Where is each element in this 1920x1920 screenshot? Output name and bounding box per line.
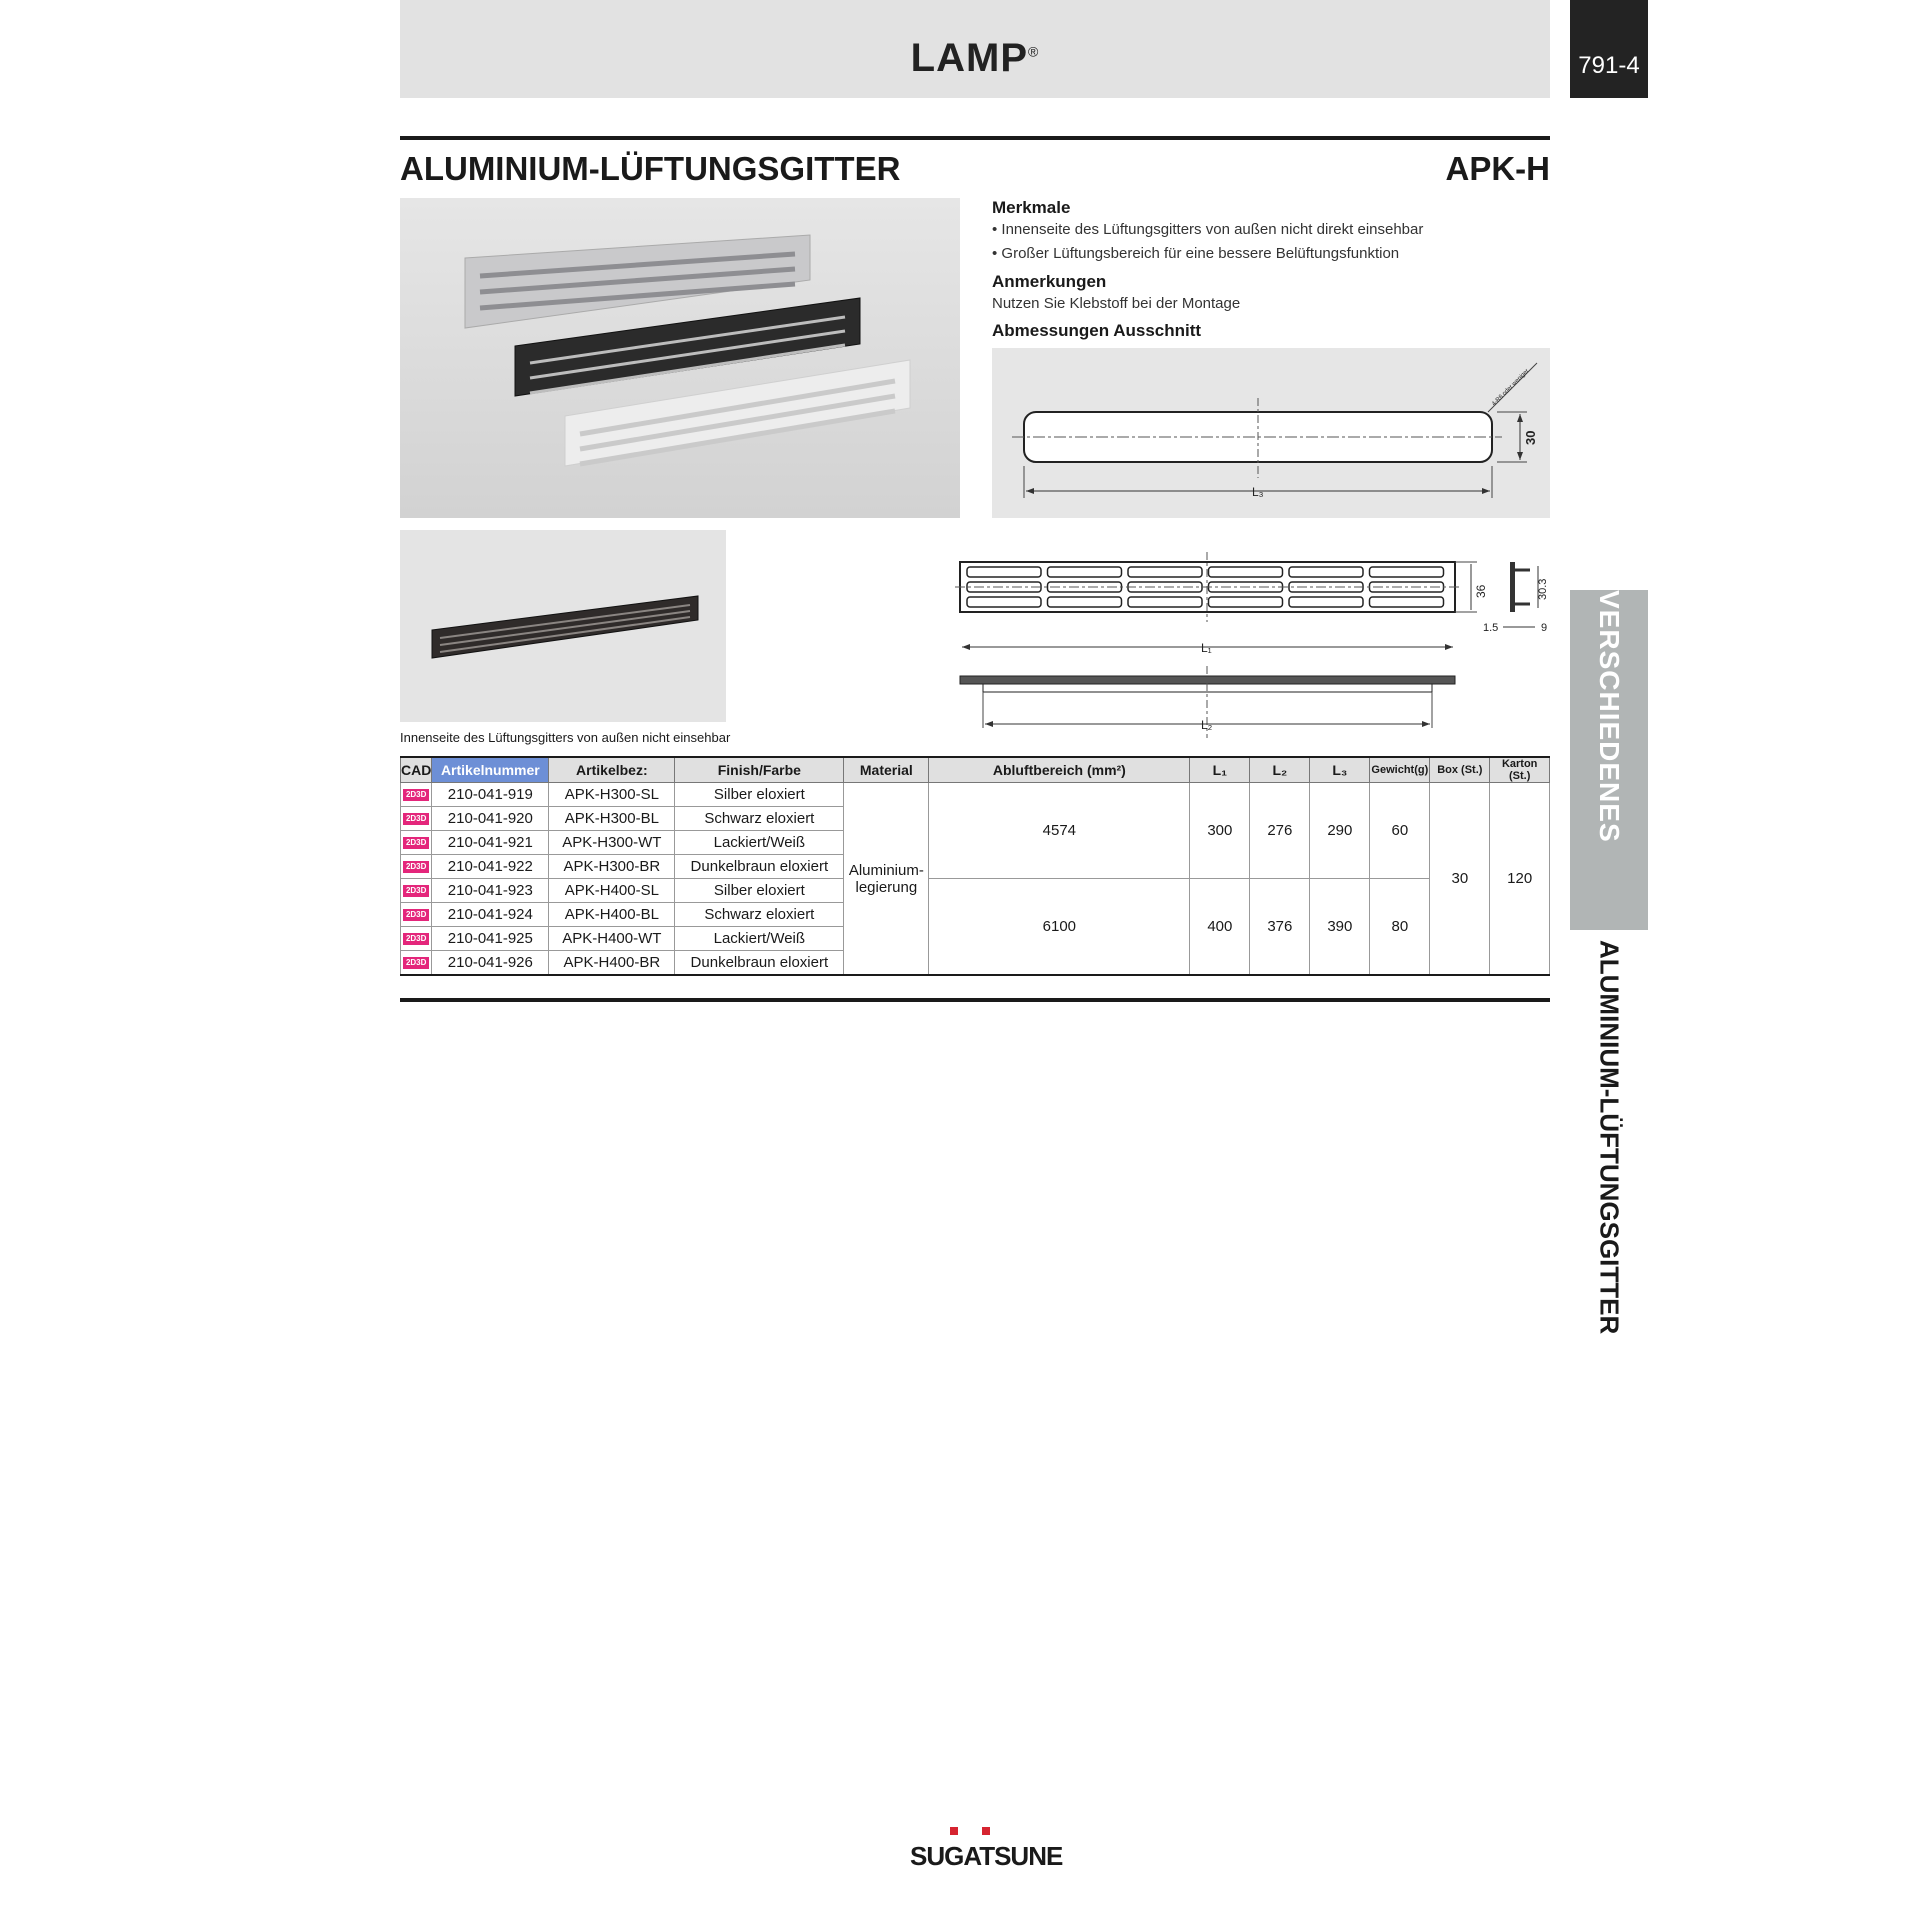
article-name-cell: APK-H300-BL: [549, 807, 675, 831]
header-bar: [400, 0, 1550, 98]
col-l1: L₁: [1190, 757, 1250, 783]
article-name-cell: APK-H400-BR: [549, 951, 675, 976]
cad-download-icon[interactable]: 2D3D: [403, 957, 429, 969]
article-number-cell: 210-041-922: [432, 855, 549, 879]
corner-radius-note: 4-R6 oder weniger: [1491, 368, 1531, 408]
product-technical-drawing: [955, 548, 1555, 738]
cad-download-icon[interactable]: 2D3D: [403, 789, 429, 801]
l3-cell: 290: [1310, 783, 1370, 879]
article-number-cell: 210-041-925: [432, 927, 549, 951]
photo-caption: Innenseite des Lüftungsgitters von außen nicht einsehbar: [400, 730, 731, 745]
cad-cell[interactable]: [401, 903, 432, 927]
article-name-cell: APK-H300-WT: [549, 831, 675, 855]
article-number-cell: 210-041-919: [432, 783, 549, 807]
drawing-slot: [1128, 567, 1202, 577]
side-tab-category[interactable]: [1570, 590, 1648, 930]
model-code: APK-H: [1445, 150, 1550, 187]
table-row: [401, 783, 1550, 807]
product-photo-variants: [400, 198, 960, 518]
drawing-slot: [1209, 567, 1283, 577]
drawing-slot: [1048, 567, 1122, 577]
col-gewicht: Gewicht(g): [1370, 757, 1430, 783]
cutout-dimension-drawing: [992, 348, 1550, 518]
cad-download-icon[interactable]: 2D3D: [403, 909, 429, 921]
dim-l2-label: L₂: [1201, 718, 1213, 732]
cad-cell[interactable]: [401, 855, 432, 879]
finish-cell: Schwarz eloxiert: [675, 903, 844, 927]
l3-cell: 390: [1310, 879, 1370, 976]
article-number-cell: 210-041-926: [432, 951, 549, 976]
cad-download-icon[interactable]: 2D3D: [403, 933, 429, 945]
cutout-height-label: 30: [1523, 430, 1538, 445]
col-l3: L₃: [1310, 757, 1370, 783]
article-name-cell: APK-H300-SL: [549, 783, 675, 807]
article-number-cell: 210-041-920: [432, 807, 549, 831]
drawing-slot: [1289, 567, 1363, 577]
article-number-cell: 210-041-921: [432, 831, 549, 855]
dim-9-label: 9: [1541, 622, 1548, 634]
cad-download-icon[interactable]: 2D3D: [403, 861, 429, 873]
cad-cell[interactable]: [401, 927, 432, 951]
cad-cell[interactable]: [401, 879, 432, 903]
cad-cell[interactable]: [401, 951, 432, 976]
sugatsune-logo: SUGATSUNE: [910, 1825, 1030, 1872]
col-abluftbereich: Abluftbereich (mm²): [929, 757, 1190, 783]
finish-cell: Silber eloxiert: [675, 783, 844, 807]
cutout-diagram: [992, 348, 1550, 518]
page-number: 791-4: [1578, 52, 1640, 79]
article-number-cell: 210-041-923: [432, 879, 549, 903]
cutout-length-label: L₃: [1252, 485, 1264, 499]
col-artikelnummer: Artikelnummer: [432, 757, 549, 783]
l1-cell: 400: [1190, 879, 1250, 976]
page-number-tab: [1570, 0, 1648, 98]
article-name-cell: APK-H400-WT: [549, 927, 675, 951]
title-top-rule: [400, 136, 1550, 140]
article-number-cell: 210-041-924: [432, 903, 549, 927]
lamp-logo: LAMP®: [910, 36, 1040, 80]
cad-cell[interactable]: [401, 807, 432, 831]
features-heading: Merkmale: [992, 198, 1071, 217]
table-header-row: [401, 757, 1550, 783]
dim-15-label: 1.5: [1483, 622, 1499, 634]
dim-l1-label: L₁: [1201, 641, 1212, 655]
product-table: [400, 756, 1550, 976]
area-cell: 4574: [929, 783, 1190, 879]
feature-item: • Innenseite des Lüftungsgitters von außen nicht direkt einsehbar: [992, 221, 1424, 238]
l1-cell: 300: [1190, 783, 1250, 879]
cad-download-icon[interactable]: 2D3D: [403, 837, 429, 849]
article-name-cell: APK-H400-BL: [549, 903, 675, 927]
finish-cell: Lackiert/Weiß: [675, 927, 844, 951]
notes-text: Nutzen Sie Klebstoff bei der Montage: [992, 295, 1241, 312]
side-tab-product: [1570, 940, 1648, 1340]
finish-cell: Silber eloxiert: [675, 879, 844, 903]
col-finish: Finish/Farbe: [675, 757, 844, 783]
cad-cell[interactable]: [401, 783, 432, 807]
drawing-slot: [1209, 597, 1283, 607]
cad-download-icon[interactable]: 2D3D: [403, 885, 429, 897]
grille-drawing: [955, 548, 1555, 738]
side-tab-product-label: ALUMINIUM-LÜFTUNGSGITTER: [1594, 940, 1625, 1335]
cad-download-icon[interactable]: 2D3D: [403, 813, 429, 825]
side-tab-category-label: VERSCHIEDENES: [1594, 590, 1625, 843]
finish-cell: Lackiert/Weiß: [675, 831, 844, 855]
l2-cell: 276: [1250, 783, 1310, 879]
notes-heading: Anmerkungen: [992, 272, 1107, 291]
col-l2: L₂: [1250, 757, 1310, 783]
drawing-slot: [1370, 597, 1444, 607]
grille-photo-illustration: [400, 198, 960, 518]
article-name-cell: APK-H300-BR: [549, 855, 675, 879]
feature-item: • Großer Lüftungsbereich für eine bessere Belüftungsfunktion: [992, 245, 1400, 262]
table-row: [401, 879, 1550, 903]
dim-303-label: 30.3: [1537, 578, 1549, 600]
table-bottom-rule: [400, 998, 1550, 1002]
finish-cell: Dunkelbraun eloxiert: [675, 951, 844, 976]
dim-36-label: 36: [1474, 584, 1488, 598]
article-name-cell: APK-H400-SL: [549, 879, 675, 903]
drawing-slot: [1128, 597, 1202, 607]
drawing-slot: [1048, 597, 1122, 607]
karton-cell: 120: [1490, 783, 1550, 976]
col-box: Box (St.): [1430, 757, 1490, 783]
area-cell: 6100: [929, 879, 1190, 976]
material-cell: Aluminium-legierung: [844, 783, 929, 976]
drawing-slot: [967, 597, 1041, 607]
weight-cell: 80: [1370, 879, 1430, 976]
product-photo-dark: [400, 530, 726, 722]
dark-grille-illustration: [400, 530, 726, 722]
cad-cell[interactable]: [401, 831, 432, 855]
box-cell: 30: [1430, 783, 1490, 976]
cutout-heading: Abmessungen Ausschnitt: [992, 321, 1202, 340]
drawing-slot: [1289, 597, 1363, 607]
col-cad: CAD: [401, 757, 432, 783]
weight-cell: 60: [1370, 783, 1430, 879]
col-karton: Karton (St.): [1490, 757, 1550, 783]
drawing-slot: [967, 567, 1041, 577]
page-title: ALUMINIUM-LÜFTUNGSGITTER: [400, 150, 901, 187]
col-material: Material: [844, 757, 929, 783]
sugatsune-mark-icon: [910, 1825, 1030, 1839]
l2-cell: 376: [1250, 879, 1310, 976]
col-artikelbez: Artikelbez:: [549, 757, 675, 783]
finish-cell: Schwarz eloxiert: [675, 807, 844, 831]
finish-cell: Dunkelbraun eloxiert: [675, 855, 844, 879]
drawing-slot: [1370, 567, 1444, 577]
